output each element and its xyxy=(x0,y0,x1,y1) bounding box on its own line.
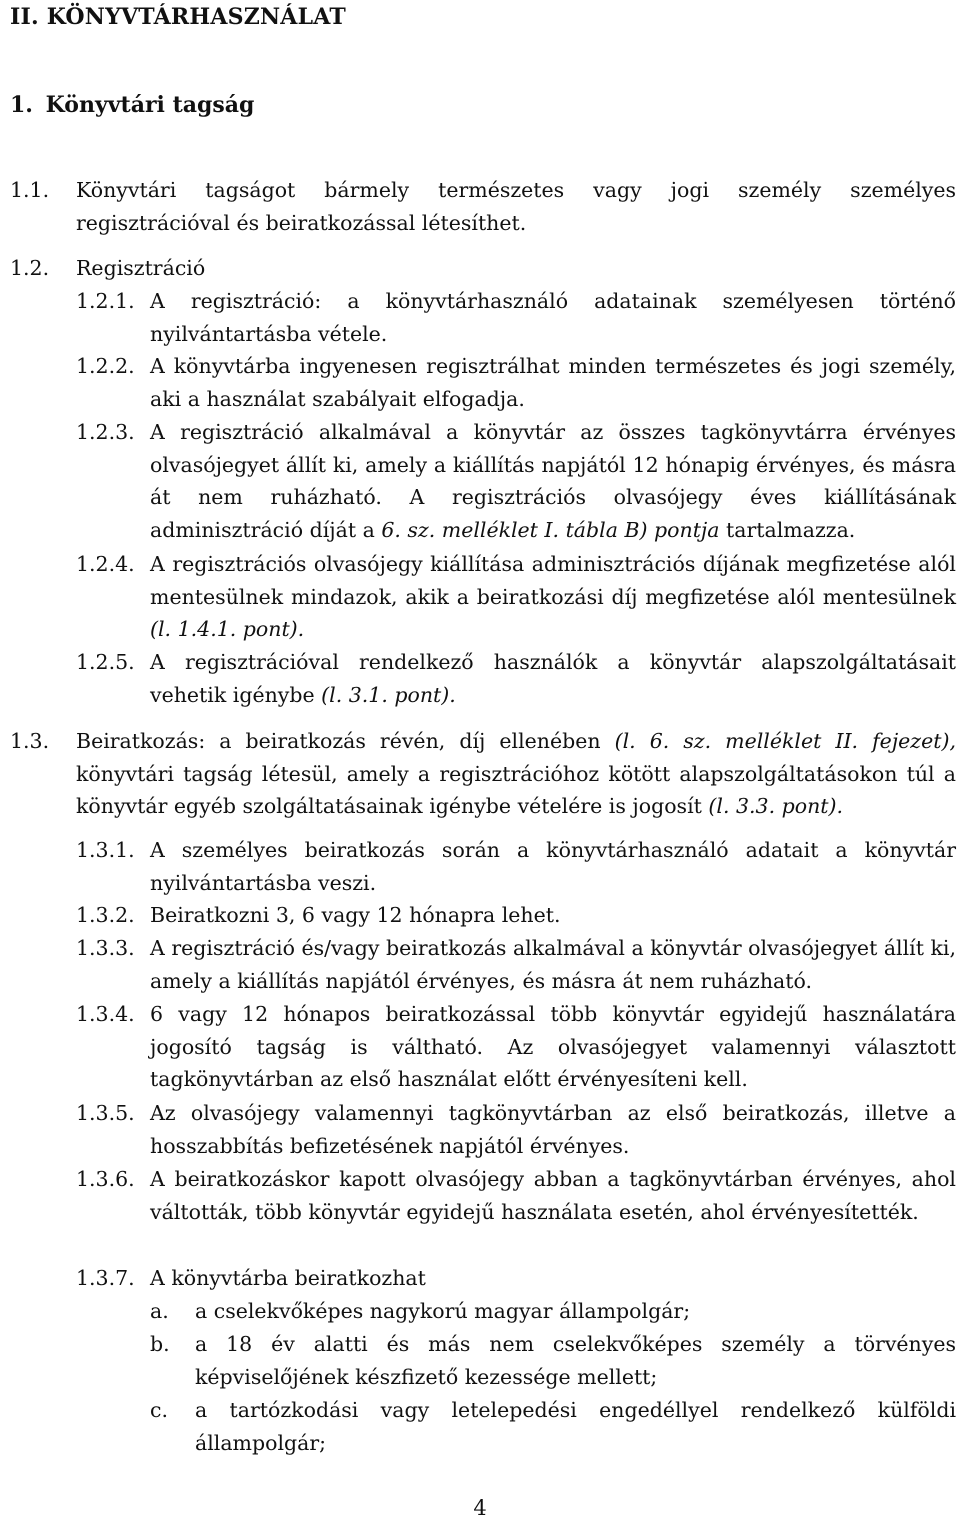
list-text: a tartózkodási vagy letelepedési engedéllyel rendelkező külföldi állampolgár; xyxy=(195,1398,956,1455)
paragraph-number: 1.2.4. xyxy=(76,552,135,576)
list-letter: c. xyxy=(150,1398,168,1422)
section-title: Könyvtári tagság xyxy=(45,92,255,118)
paragraph-text: A személyes beiratkozás során a könyvtárhasználó adatait a könyvtár nyilvántartásba veszi. xyxy=(150,838,956,895)
paragraph-number: 1.3.1. xyxy=(76,838,135,862)
paragraph-number: 1.2.3. xyxy=(76,420,135,444)
reference-link: (l. 1.4.1. pont). xyxy=(150,617,305,642)
text-part: Beiratkozás: a beiratkozás révén, díj ellenében xyxy=(76,729,615,753)
paragraph-text: 6 vagy 12 hónapos beiratkozással több könyvtár egyidejű használatára jogosító tagság is váltható. Az olvasójegyet valamennyi választott tagkönyvtárban az első használat előtt érvényesíteni kell. xyxy=(150,1002,956,1092)
paragraph-text xyxy=(150,646,956,711)
text-part: A regisztrációval rendelkező használók a könyvtár alapszolgáltatásait vehetik igénybe xyxy=(150,650,956,707)
paragraph-text: Az olvasójegy valamennyi tagkönyvtárban az első beiratkozás, illetve a hosszabbítás befizetésének napjától érvényes. xyxy=(150,1101,956,1158)
reference-link: 6. sz. melléklet I. tábla B) pontja xyxy=(381,517,720,542)
paragraph-number: 1.2. xyxy=(10,256,50,280)
section-number: 1. xyxy=(10,92,33,118)
paragraph-number: 1.3.7. xyxy=(76,1266,135,1290)
text-part: könyvtári tagság létesül, amely a regisztrációhoz kötött alapszolgáltatásokon túl a könyvtár egyéb szolgáltatásainak igénybe vételére is jogosít xyxy=(76,761,956,819)
paragraph-text: A regisztráció: a könyvtárhasználó adatainak személyesen történő nyilvántartásba vétele. xyxy=(150,289,956,346)
paragraph-number: 1.3. xyxy=(10,729,50,753)
text-part: A regisztráció alkalmával a könyvtár az összes tagkönyvtárra érvényes olvasójegyet állít ki, amely a kiállítás napjától 12 hónapig érvényes, és másra át nem ruházható. A regisztrációs olvasójegy éves kiállításának adminisztráció díját a xyxy=(150,420,956,542)
paragraph-number: 1.1. xyxy=(10,178,50,202)
paragraph-number: 1.3.5. xyxy=(76,1101,135,1125)
paragraph-number: 1.2.2. xyxy=(76,354,135,378)
text-part: A regisztrációs olvasójegy kiállítása adminisztrációs díjának megfizetése alól mentesülnek mindazok, akik a beiratkozási díj megfizetése alól mentesülnek xyxy=(150,552,956,609)
paragraph-text: A könyvtárba beiratkozhat xyxy=(150,1266,426,1290)
paragraph-text: Könyvtári tagságot bármely természetes vagy jogi személy személyes regisztrációval és beiratkozással létesíthet. xyxy=(76,178,956,235)
paragraph-number: 1.3.2. xyxy=(76,903,135,927)
paragraph-text: Beiratkozni 3, 6 vagy 12 hónapra lehet. xyxy=(150,903,561,927)
paragraph-text: A könyvtárba ingyenesen regisztrálhat minden természetes és jogi személy, aki a használat szabályait elfogadja. xyxy=(150,354,956,411)
paragraph-number: 1.2.5. xyxy=(76,650,135,674)
section-heading xyxy=(10,88,254,122)
paragraph-number: 1.3.6. xyxy=(76,1167,135,1191)
chapter-title: II. KÖNYVTÁRHASZNÁLAT xyxy=(10,4,346,30)
paragraph-text: A regisztráció és/vagy beiratkozás alkalmával a könyvtár olvasójegyet állít ki, amely a kiállítás napjától érvényes, és másra át nem ruházható. xyxy=(150,936,956,993)
reference-link: (l. 6. sz. melléklet II. fejezet), xyxy=(614,729,956,753)
list-letter: b. xyxy=(150,1332,170,1356)
list-text: a cselekvőképes nagykorú magyar állampolgár; xyxy=(195,1299,691,1323)
paragraph-number: 1.3.3. xyxy=(76,936,135,960)
paragraph-text: A beiratkozáskor kapott olvasójegy abban a tagkönyvtárban érvényes, ahol váltották, több könyvtár egyidejű használata esetén, ahol érvényesítették. xyxy=(150,1167,956,1224)
paragraph-text xyxy=(150,416,956,546)
paragraph-number: 1.3.4. xyxy=(76,1002,135,1026)
paragraph-text xyxy=(150,548,956,646)
paragraph-number: 1.2.1. xyxy=(76,289,135,313)
paragraph-text: Regisztráció xyxy=(76,256,206,280)
reference-link: (l. 3.1. pont). xyxy=(321,682,456,707)
page-number: 4 xyxy=(473,1496,487,1520)
text-part: tartalmazza. xyxy=(719,517,856,542)
list-letter: a. xyxy=(150,1299,169,1323)
list-text: a 18 év alatti és más nem cselekvőképes személy a törvényes képviselőjének készfizető kezessége mellett; xyxy=(195,1332,956,1389)
reference-link: (l. 3.3. pont). xyxy=(708,794,844,819)
paragraph-text xyxy=(76,725,956,823)
